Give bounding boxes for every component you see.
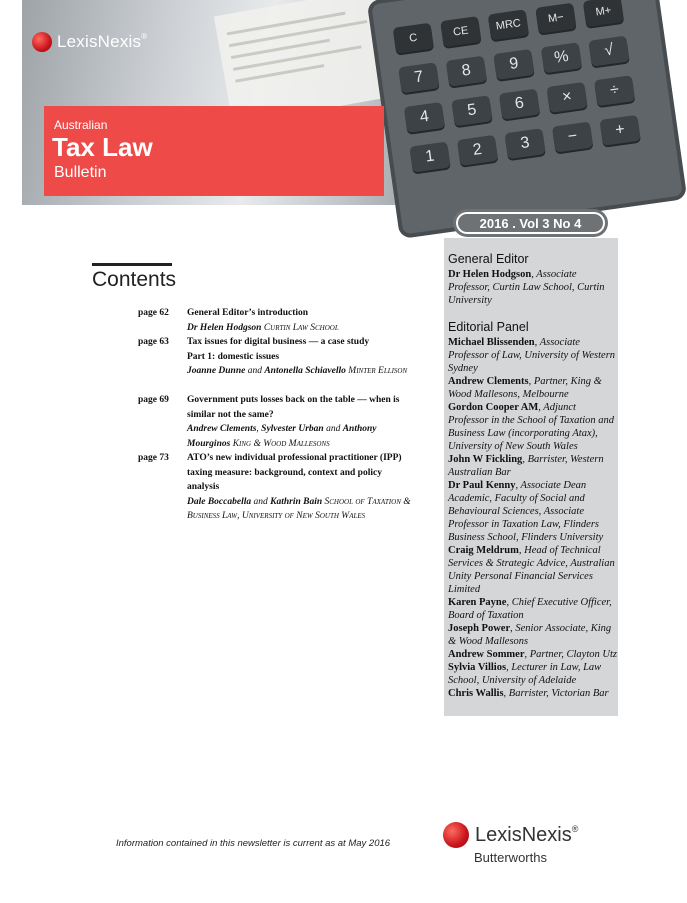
panel-member: Michael Blissenden, Associate Professor of Law, University of Western Sydney xyxy=(448,337,616,374)
panel-member: Andrew Clements, Partner, King & Wood Mallesons, Melbourne xyxy=(448,376,602,400)
calculator-key: 8 xyxy=(446,56,487,87)
calculator-key: MRC xyxy=(488,9,529,40)
article-title: Tax issues for digital business — a case study xyxy=(187,337,370,347)
page-ref: page 69 xyxy=(138,395,169,405)
calculator-key: − xyxy=(552,121,593,152)
brand-name: LexisNexis® xyxy=(57,32,148,51)
title-line-1: Australian xyxy=(54,118,108,132)
article-subtitle: Part 1: domestic issues xyxy=(187,351,280,362)
publication-title-box xyxy=(44,106,384,196)
brand-name: LexisNexis® xyxy=(475,823,579,846)
globe-logo-icon xyxy=(32,32,52,52)
contents-entry xyxy=(138,306,413,335)
panel-member: Gordon Cooper AM, Adjunct Professor in the School of Taxation and Business Law (incorporating Atax), University of New South Wales xyxy=(448,402,615,452)
editorial-panel-list xyxy=(448,336,617,700)
page-ref: page 73 xyxy=(138,453,169,463)
title-line-3: Bulletin xyxy=(54,164,107,181)
calculator-key: M− xyxy=(535,3,576,34)
panel-member: Chris Wallis, Barrister, Victorian Bar xyxy=(448,688,609,699)
calculator-key: 1 xyxy=(409,142,450,173)
calculator-image xyxy=(367,0,687,239)
panel-member: Joseph Power, Senior Associate, King & Wood Mallesons xyxy=(448,623,612,647)
article-authors: Joanne Dunne and Antonella Schiavello Minter Ellison xyxy=(187,366,408,376)
issue-badge: 2016 . Vol 3 No 4 xyxy=(456,212,605,234)
panel-member: Dr Paul Kenny, Associate Dean Academic, Faculty of Social and Behavioural Sciences, Associate Professor in Taxation Law, Flinders Business School, Flinders University xyxy=(448,480,604,543)
general-editor: Dr Helen Hodgson, Associate Professor, Curtin Law School, Curtin University xyxy=(448,269,605,306)
calculator-key: 7 xyxy=(398,62,439,93)
calculator-key: CE xyxy=(440,16,481,47)
article-authors: Dale Boccabella and Kathrin Bain School of Taxation & Business Law, University of New South Wales xyxy=(187,496,411,521)
calculator-key: C xyxy=(393,23,434,54)
calculator-key: √ xyxy=(588,36,629,67)
calculator-key: 5 xyxy=(451,95,492,126)
contents-rule xyxy=(92,263,172,266)
title-line-2: Tax Law xyxy=(52,132,153,162)
panel-member: John W Fickling, Barrister, Western Australian Bar xyxy=(448,454,604,478)
editorial-panel-heading: Editorial Panel xyxy=(448,320,529,334)
calculator-key: 9 xyxy=(493,49,534,80)
panel-member: Karen Payne, Chief Executive Officer, Board of Taxation xyxy=(448,597,612,621)
article-authors: Dr Helen Hodgson Curtin Law School xyxy=(187,322,339,333)
general-editor-heading: General Editor xyxy=(448,252,529,266)
editorial-sidebar xyxy=(444,238,618,716)
calculator-key: + xyxy=(600,115,641,146)
lexisnexis-logo-top xyxy=(32,32,147,52)
currency-note: Information contained in this newsletter is current as at May 2016 xyxy=(116,838,391,849)
calculator-key: % xyxy=(541,42,582,73)
globe-logo-icon xyxy=(443,822,469,848)
calculator-key: M+ xyxy=(583,0,624,27)
panel-member: Sylvia Villios, Lecturer in Law, Law School, University of Adelaide xyxy=(448,662,602,686)
article-title: General Editor’s introduction xyxy=(187,308,309,318)
lexisnexis-logo-bottom xyxy=(443,822,578,848)
contents-entry xyxy=(138,393,413,451)
calculator-key: × xyxy=(546,82,587,113)
contents-heading: Contents xyxy=(92,268,177,291)
article-authors: Andrew Clements, Sylvester Urban and Anthony Mourginos King & Wood Mallesons xyxy=(187,424,377,449)
panel-member: Andrew Sommer, Partner, Clayton Utz xyxy=(448,649,617,660)
page-ref: page 63 xyxy=(138,337,169,347)
page-ref: page 62 xyxy=(138,308,169,318)
cover-banner xyxy=(22,0,626,205)
article-title: Government puts losses back on the table — when is similar not the same? xyxy=(187,395,400,420)
calculator-key: ÷ xyxy=(594,75,635,106)
article-title: ATO’s new individual professional practitioner (IPP) taxing measure: background, context and policy analysis xyxy=(187,453,402,492)
panel-member: Craig Meldrum, Head of Technical Services & Strategic Advice, Australian Unity Personal Financial Services Limited xyxy=(448,545,615,595)
calculator-key: 4 xyxy=(404,102,445,133)
contents-entry xyxy=(138,335,413,379)
calculator-key: 2 xyxy=(457,135,498,166)
calculator-key: 3 xyxy=(504,128,545,159)
calculator-key: 6 xyxy=(499,89,540,120)
brand-subtitle: Butterworths xyxy=(474,850,547,865)
contents-entry xyxy=(138,451,413,524)
